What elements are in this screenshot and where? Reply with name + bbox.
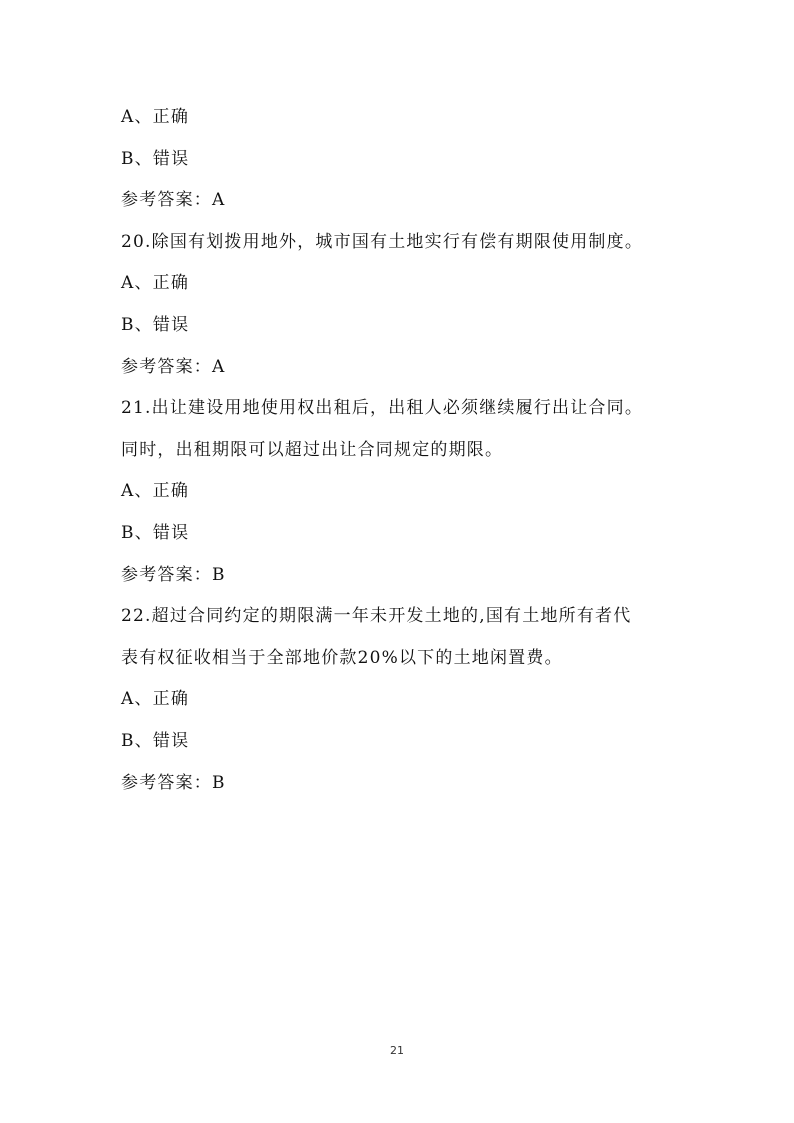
answer-q21: 参考答案：B — [121, 564, 226, 585]
question-21-line-1: 21.出让建设用地使用权出租后，出租人必须继续履行出让合同。 — [121, 398, 644, 419]
option-b-q20: B、错误 — [121, 314, 190, 335]
option-b-q22: B、错误 — [121, 730, 190, 751]
option-a-q19: A、正确 — [121, 107, 190, 127]
question-21-line-2: 同时，出租期限可以超过出让合同规定的期限。 — [121, 439, 504, 460]
option-a-q22: A、正确 — [121, 689, 190, 710]
question-20: 20.除国有划拨用地外，城市国有土地实行有偿有期限使用制度。 — [121, 231, 644, 252]
option-b-q19: B、错误 — [121, 148, 190, 169]
page-number: 21 — [390, 1044, 404, 1057]
answer-q22: 参考答案：B — [121, 772, 226, 793]
answer-q20: 参考答案：A — [121, 356, 226, 377]
option-b-q21: B、错误 — [121, 522, 190, 543]
question-22-line-2: 表有权征收相当于全部地价款20%以下的土地闲置费。 — [121, 647, 563, 668]
option-a-q21: A、正确 — [121, 481, 190, 502]
answer-q19: 参考答案：A — [121, 190, 226, 211]
option-a-q20: A、正确 — [121, 273, 190, 294]
question-22-line-1: 22.超过合同约定的期限满一年未开发土地的,国有土地所有者代 — [121, 606, 632, 627]
document-body — [121, 97, 681, 804]
